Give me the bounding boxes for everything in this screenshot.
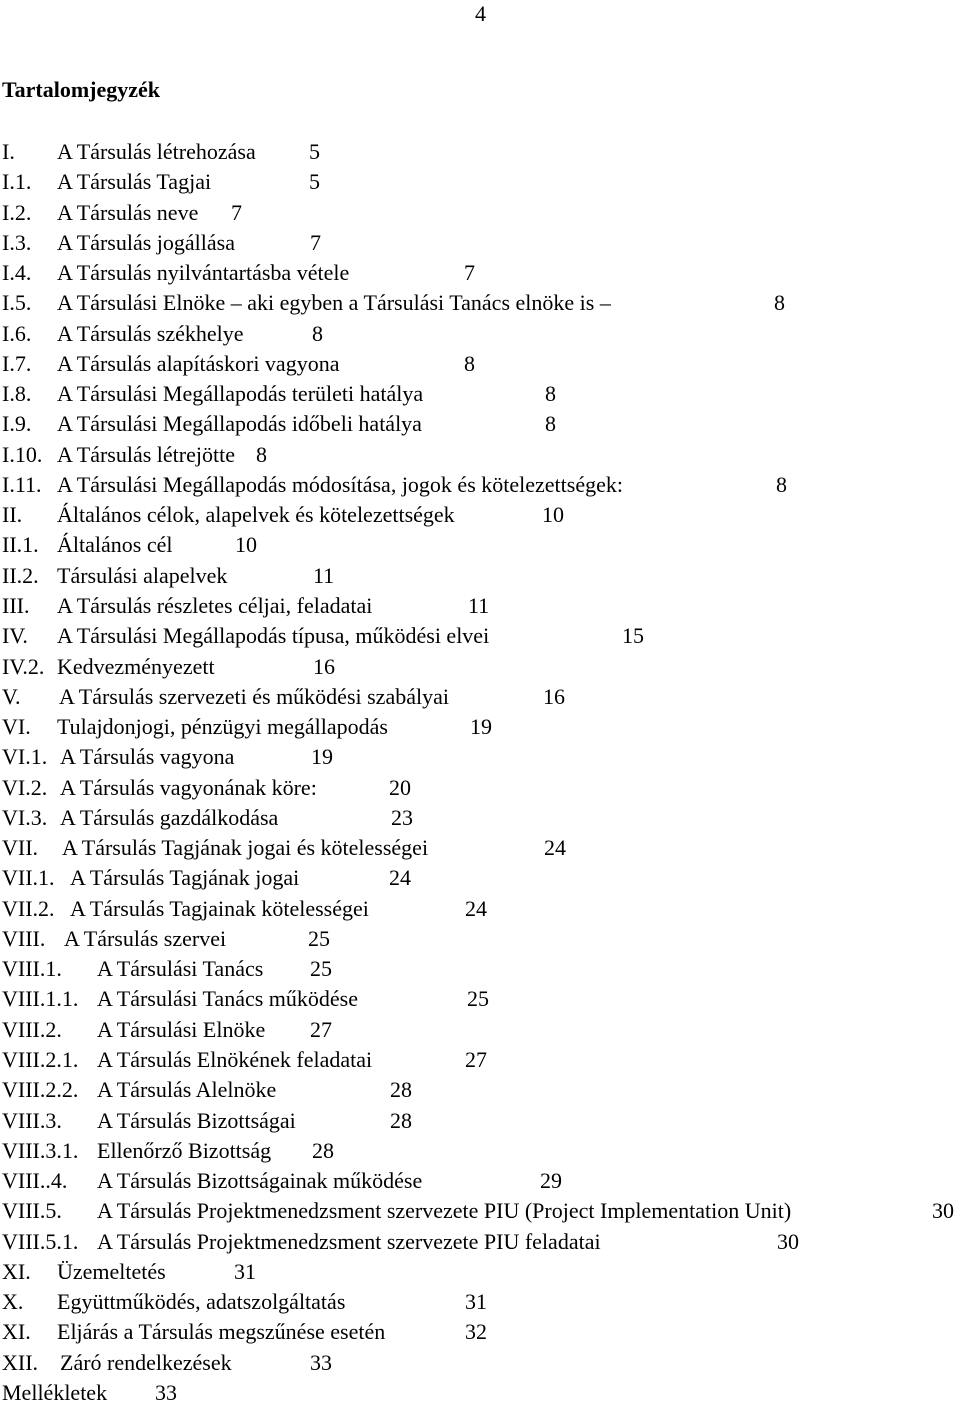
toc-entry-title: Üzemeltetés [57,1258,166,1284]
toc-entry [2,984,960,1014]
toc-entry [2,228,960,258]
toc-entry-page: 8 [545,411,556,437]
toc-entry [2,1136,960,1166]
toc-entry [2,742,960,772]
toc-entry-number: V. [2,683,21,709]
toc-entry-title: Ellenőrző Bizottság [97,1137,272,1163]
toc-entry [2,924,960,954]
toc-entry-page: 23 [391,804,413,830]
toc-entry-page: 8 [464,350,475,376]
toc-entry-page: 5 [309,169,320,195]
toc-entry-number: VIII..4. [2,1168,68,1194]
toc-entry-page: 28 [390,1077,412,1103]
toc-entry-title: A Társulás Tagjának jogai [70,865,300,891]
toc-entry-page: 8 [545,381,556,407]
toc-entry [2,773,960,803]
toc-entry-title: A Társulási Megállapodás területi hatálya [57,381,424,407]
toc-entry-number: I.1. [2,169,32,195]
toc-entry-page: 19 [470,714,492,740]
toc-entry [2,379,960,409]
toc-entry-title: Általános cél [57,532,173,558]
toc-entry-number: VI.2. [2,774,48,800]
toc-entry-page: 19 [311,744,333,770]
toc-entry-page: 8 [776,471,787,497]
toc-entry-number: VIII.5. [2,1198,62,1224]
toc-entry-page: 30 [777,1228,799,1254]
toc-entry-number: I.11. [2,471,42,497]
toc-entry-title: A Társulási Tanács [97,956,264,982]
toc-entry [2,1166,960,1196]
toc-entry-page: 7 [464,260,475,286]
toc-entry-number: I.10. [2,441,43,467]
toc-entry [2,561,960,591]
toc-entry-number: VII.1. [2,865,55,891]
toc-entry [2,863,960,893]
toc-entry [2,288,960,318]
toc-entry-number: VIII. [2,925,46,951]
toc-entry-page: 33 [310,1349,332,1375]
toc-entry-page: 24 [544,835,566,861]
toc-entry [2,1257,960,1287]
page-number: 4 [475,1,486,26]
toc-entry-title: A Társulás Projektmenedzsment szervezete PIU feladatai [97,1228,601,1254]
toc-entry-title: Kedvezményezett [57,653,215,679]
toc-entry [2,1227,960,1257]
toc-entry [2,1287,960,1317]
toc-entry [2,591,960,621]
toc-entry-title: Társulási alapelvek [57,562,228,588]
toc-entry-page: 28 [390,1107,412,1133]
toc-entry-page: 32 [465,1319,487,1345]
toc-entry-number: XI. [2,1258,31,1284]
toc-entry-number: XII. [2,1349,39,1375]
toc-entry-title: Együttműködés, adatszolgáltatás [57,1289,346,1315]
toc-entry-page: 33 [155,1379,177,1405]
toc-entry-title: A Társulás neve [57,199,199,225]
toc-entry-title: A Társulás Tagjainak kötelességei [70,895,369,921]
toc-entry-number: VII. [2,835,39,861]
toc-entry-title: A Társulás Tagjai [57,169,212,195]
table-of-contents [2,137,960,1408]
toc-entry-title: A Társulási Megállapodás időbeli hatálya [57,411,422,437]
toc-entry [2,1015,960,1045]
toc-entry-title: A Társulás székhelye [57,320,244,346]
toc-entry-page: 25 [467,986,489,1012]
toc-entry-title: Tulajdonjogi, pénzügyi megállapodás [57,714,388,740]
toc-entry [2,833,960,863]
toc-entry [2,1348,960,1378]
toc-entry-number: VI.3. [2,804,48,830]
toc-entry-title: A Társulás Alelnöke [97,1077,277,1103]
toc-entry-title: Mellékletek [2,1379,108,1405]
toc-entry [2,682,960,712]
toc-entry-page: 25 [308,925,330,951]
toc-entry-number: VI.1. [2,744,48,770]
toc-entry [2,258,960,288]
toc-entry-title: A Társulás Projektmenedzsment szervezete PIU (Project Implementation Unit) [97,1198,792,1224]
toc-entry-number: II. [2,502,23,528]
toc-entry-page: 11 [468,592,490,618]
toc-entry-number: VI. [2,714,31,740]
toc-entry-title: A Társulás létrehozása [57,139,256,164]
toc-entry [2,954,960,984]
toc-entry [2,1106,960,1136]
toc-entry-page: 8 [774,290,785,316]
toc-entry-page: 7 [310,229,321,255]
toc-entry-title: Általános célok, alapelvek és kötelezettségek [57,502,455,528]
toc-entry-number: I.2. [2,199,32,225]
toc-entry-title: A Társulás Tagjának jogai és kötelességei [62,835,429,861]
toc-entry-title: A Társulás szervezeti és működési szabályai [59,683,449,709]
toc-entry-page: 25 [310,956,332,982]
toc-entry-title: A Társulás Elnökének feladatai [97,1046,373,1072]
toc-entry-number: I.7. [2,350,32,376]
toc-entry-page: 20 [389,774,411,800]
toc-entry-title: Eljárás a Társulás megszűnése esetén [57,1319,386,1345]
toc-entry-title: A Társulás részletes céljai, feladatai [57,592,373,618]
toc-entry-title: A Társulás Bizottságainak működése [97,1168,423,1194]
toc-entry-page: 24 [465,895,487,921]
toc-entry [2,621,960,651]
toc-entry-page: 8 [312,320,323,346]
toc-entry-page: 10 [542,502,564,528]
toc-entry-title: A Társulás létrejötte [57,441,235,467]
toc-entry-page: 31 [234,1258,256,1284]
toc-entry [2,1075,960,1105]
toc-entry-page: 24 [389,865,411,891]
toc-entry-page: 15 [622,623,644,649]
toc-entry-number: I.4. [2,260,32,286]
toc-entry-number: I.8. [2,381,32,407]
toc-entry [2,470,960,500]
toc-entry-number: X. [2,1289,24,1315]
toc-entry-number: II.2. [2,562,39,588]
toc-entry-page: 29 [540,1168,562,1194]
toc-entry-title: A Társulás gazdálkodása [60,804,279,830]
toc-entry [2,319,960,349]
toc-entry [2,1045,960,1075]
toc-entry-page: 10 [235,532,257,558]
toc-entry-number: VIII.3.1. [2,1137,79,1163]
toc-entry-title: A Társulás jogállása [57,229,235,255]
toc-entry-number: II.1. [2,532,39,558]
toc-entry-number: I.9. [2,411,32,437]
toc-entry-page: 16 [313,653,335,679]
toc-entry-title: A Társulás vagyona [60,744,235,770]
toc-entry [2,803,960,833]
toc-entry-title: A Társulás alapításkori vagyona [57,350,340,376]
toc-entry-number: VIII.2.1. [2,1046,79,1072]
toc-title: Tartalomjegyzék [2,77,161,102]
toc-entry-page: 27 [310,1016,332,1042]
toc-entry-page: 28 [312,1137,334,1163]
toc-entry-number: VIII.1. [2,956,62,982]
toc-entry [2,1196,960,1226]
toc-entry [2,894,960,924]
toc-entry-title: A Társulási Elnöke – aki egyben a Társulási Tanács elnöke is – [57,290,611,316]
toc-entry [2,137,960,167]
toc-entry-number: VIII.1.1. [2,986,79,1012]
toc-entry-number: VIII.2.2. [2,1077,79,1103]
toc-entry-title: A Társulási Megállapodás módosítása, jogok és kötelezettségek: [57,471,623,497]
toc-entry-number: I.6. [2,320,32,346]
toc-entry-page: 5 [309,139,320,164]
toc-entry-page: 11 [313,562,335,588]
toc-entry [2,349,960,379]
toc-entry-number: VIII.2. [2,1016,62,1042]
toc-entry [2,652,960,682]
toc-entry-title: Záró rendelkezések [60,1349,232,1375]
toc-entry [2,167,960,197]
toc-entry-number: XI. [2,1319,31,1345]
toc-entry-number: I.5. [2,290,32,316]
toc-entry-page: 8 [256,441,267,467]
toc-entry [2,500,960,530]
toc-entry-number: I.3. [2,229,32,255]
toc-entry-title: A Társulás nyilvántartásba vétele [57,260,350,286]
toc-entry-title: A Társulási Megállapodás típusa, működési elvei [57,623,490,649]
toc-entry-number: I. [2,139,15,164]
toc-entry-number: VIII.3. [2,1107,62,1133]
toc-entry-title: A Társulási Elnöke [97,1016,266,1042]
toc-entry [2,1317,960,1347]
toc-entry-number: VII.2. [2,895,55,921]
toc-entry-title: A Társulás szervei [64,925,227,951]
toc-entry-page: 7 [231,199,242,225]
toc-entry [2,409,960,439]
toc-entry [2,440,960,470]
toc-entry [2,712,960,742]
toc-entry [2,1378,960,1408]
toc-entry [2,198,960,228]
toc-entry-page: 27 [465,1046,487,1072]
toc-entry-number: IV.2. [2,653,45,679]
toc-entry-title: A Társulási Tanács működése [97,986,358,1012]
toc-entry-number: VIII.5.1. [2,1228,79,1254]
toc-entry-number: IV. [2,623,28,649]
toc-entry-page: 30 [932,1198,954,1224]
toc-entry-page: 31 [465,1289,487,1315]
toc-entry [2,530,960,560]
toc-entry-page: 16 [543,683,565,709]
toc-entry-number: III. [2,592,30,618]
toc-entry-title: A Társulás vagyonának köre: [60,774,317,800]
toc-entry-title: A Társulás Bizottságai [97,1107,296,1133]
